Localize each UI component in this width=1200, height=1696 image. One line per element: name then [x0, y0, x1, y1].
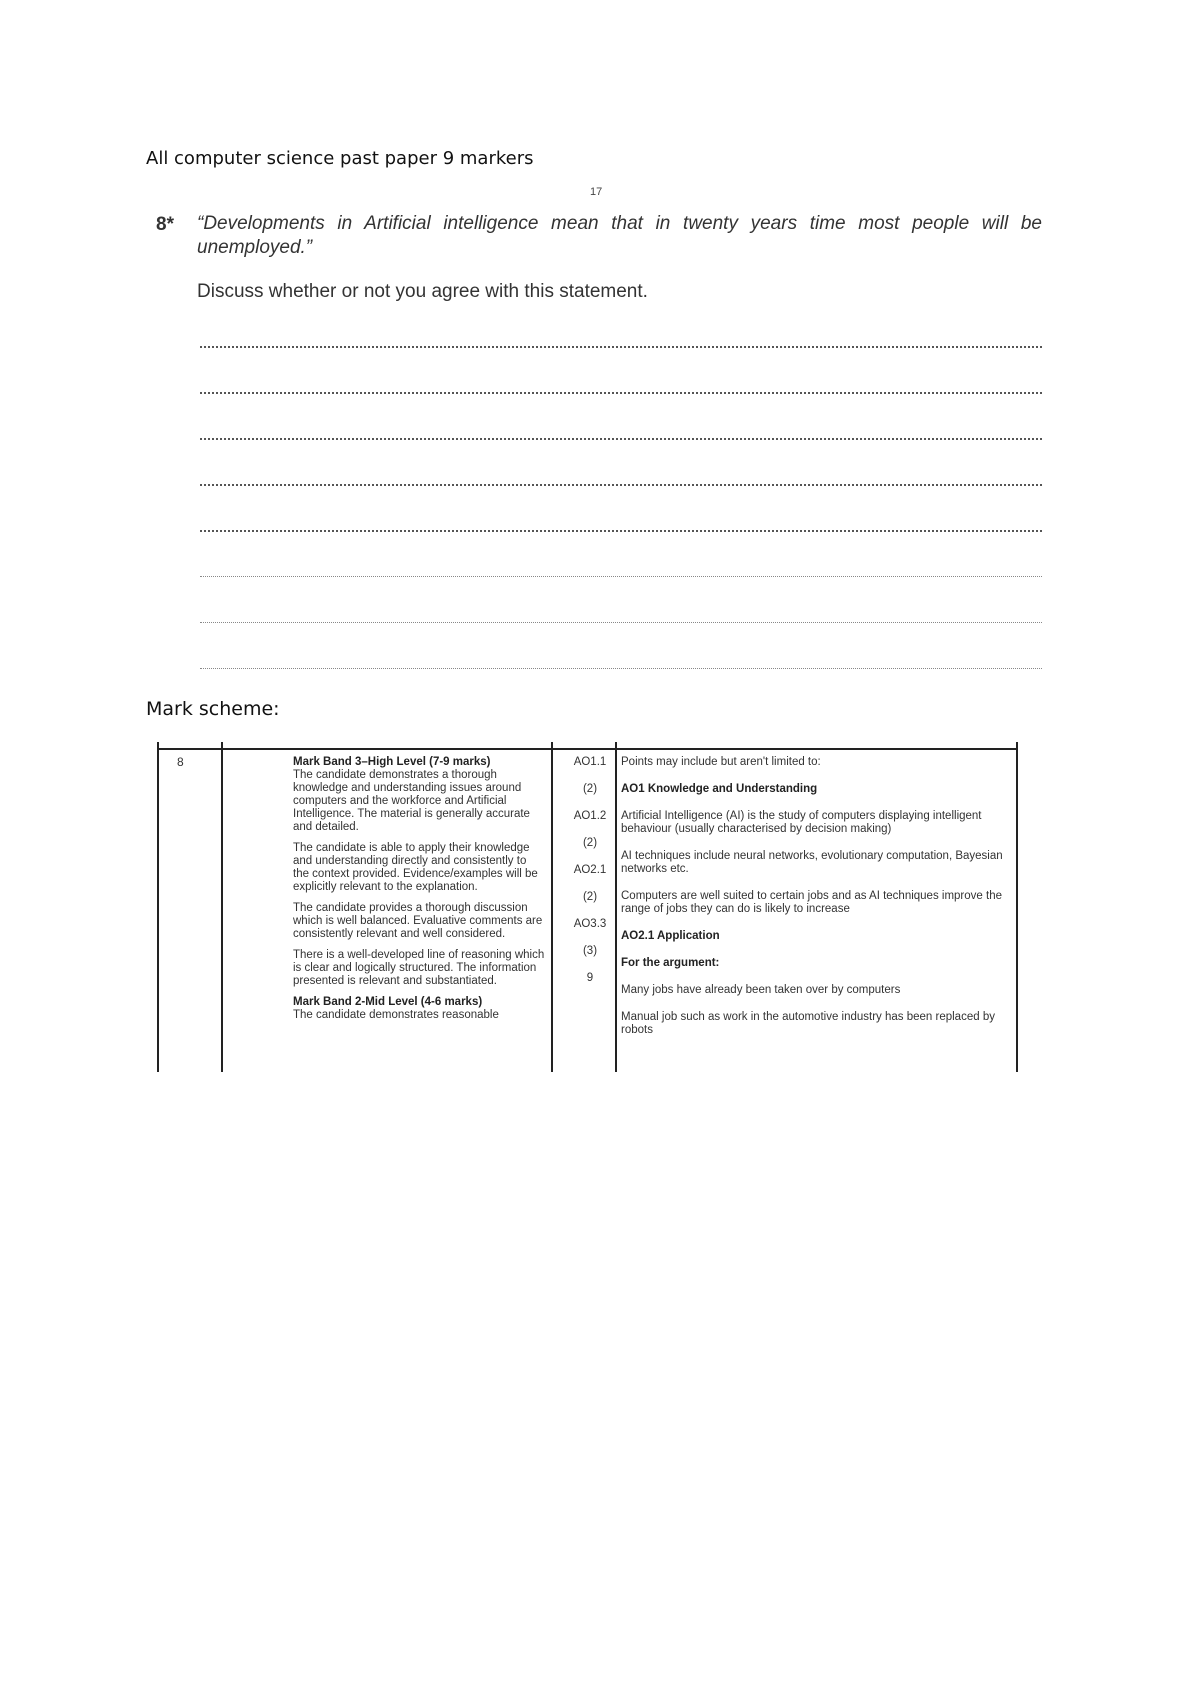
- guidance-cell: [293, 756, 545, 1030]
- answer-line[interactable]: [200, 438, 1042, 440]
- guidance-paragraph: [293, 842, 545, 894]
- document-title: All computer science past paper 9 markers: [146, 148, 534, 169]
- ao-marks: (2): [582, 837, 598, 849]
- content-heading: For the argument:: [621, 957, 720, 969]
- content-item: Artificial Intelligence (AI) is the study of computers displaying intelligent behaviour (usually characterised by decision making): [621, 810, 982, 835]
- answer-line[interactable]: [200, 668, 1042, 669]
- guidance-paragraph: [293, 756, 545, 834]
- guidance-text: The candidate is able to apply their knowledge and understanding directly and consistently to the context provided. Evidence/examples will be explicitly relevant to the explanation.: [293, 842, 538, 893]
- content-item: AI techniques include neural networks, evolutionary computation, Bayesian networks etc.: [621, 850, 1003, 875]
- question-quote: “Developments in Artificial intelligence mean that in twenty years time most people will be unemployed.”: [197, 213, 1042, 258]
- guidance-paragraph: [293, 949, 545, 988]
- table-top-border: [157, 748, 1018, 750]
- page-number: 17: [590, 186, 603, 198]
- answer-line[interactable]: [200, 484, 1042, 486]
- mark-scheme-title: Mark scheme:: [146, 698, 280, 720]
- table-border: [551, 742, 553, 1072]
- table-border: [157, 742, 159, 1072]
- band-heading: Mark Band 3–High Level (7-9 marks): [293, 756, 491, 768]
- ao-label: AO3.3: [573, 918, 607, 930]
- ao-marks: (2): [582, 783, 598, 795]
- answer-line[interactable]: [200, 392, 1042, 394]
- total-marks: 9: [586, 972, 594, 984]
- guidance-paragraph: [293, 996, 545, 1022]
- answer-line[interactable]: [200, 622, 1042, 623]
- question-instruction: Discuss whether or not you agree with this statement.: [197, 281, 648, 302]
- guidance-paragraph: [293, 902, 545, 941]
- guidance-text: The candidate provides a thorough discussion which is well balanced. Evaluative comments are consistently relevant and well considered.: [293, 902, 543, 940]
- content-heading: AO1 Knowledge and Understanding: [621, 783, 818, 795]
- question-number-cell: 8: [177, 755, 184, 769]
- indicative-content-cell: [621, 756, 1017, 1051]
- ao-label: AO1.1: [573, 756, 607, 768]
- guidance-text: The candidate demonstrates reasonable: [293, 1009, 499, 1021]
- answer-line[interactable]: [200, 346, 1042, 348]
- content-heading: AO2.1 Application: [621, 930, 720, 942]
- guidance-text: There is a well-developed line of reasoning which is clear and logically structured. The information presented is relevant and substantiated.: [293, 949, 545, 987]
- content-item: Points may include but aren't limited to:: [621, 756, 821, 768]
- table-border: [221, 742, 223, 1072]
- content-item: Manual job such as work in the automotive industry has been replaced by robots: [621, 1011, 995, 1036]
- content-item: Many jobs have already been taken over by computers: [621, 984, 901, 996]
- question-number: 8*: [156, 214, 174, 235]
- ao-label: AO1.2: [573, 810, 607, 822]
- ao-marks: (2): [582, 891, 598, 903]
- ao-marks: (3): [582, 945, 598, 957]
- guidance-text: The candidate demonstrates a thorough knowledge and understanding issues around computers and the workforce and Artificial Intelligence. The material is generally accurate and detailed.: [293, 769, 530, 833]
- answer-line[interactable]: [200, 530, 1042, 532]
- assessment-objectives-cell: [559, 756, 621, 999]
- band-heading: Mark Band 2-Mid Level (4-6 marks): [293, 996, 483, 1008]
- mark-scheme-table: [157, 742, 1018, 1072]
- content-item: Computers are well suited to certain jobs and as AI techniques improve the range of jobs they can do is likely to increase: [621, 890, 1002, 915]
- answer-line[interactable]: [200, 576, 1042, 577]
- ao-label: AO2.1: [573, 864, 607, 876]
